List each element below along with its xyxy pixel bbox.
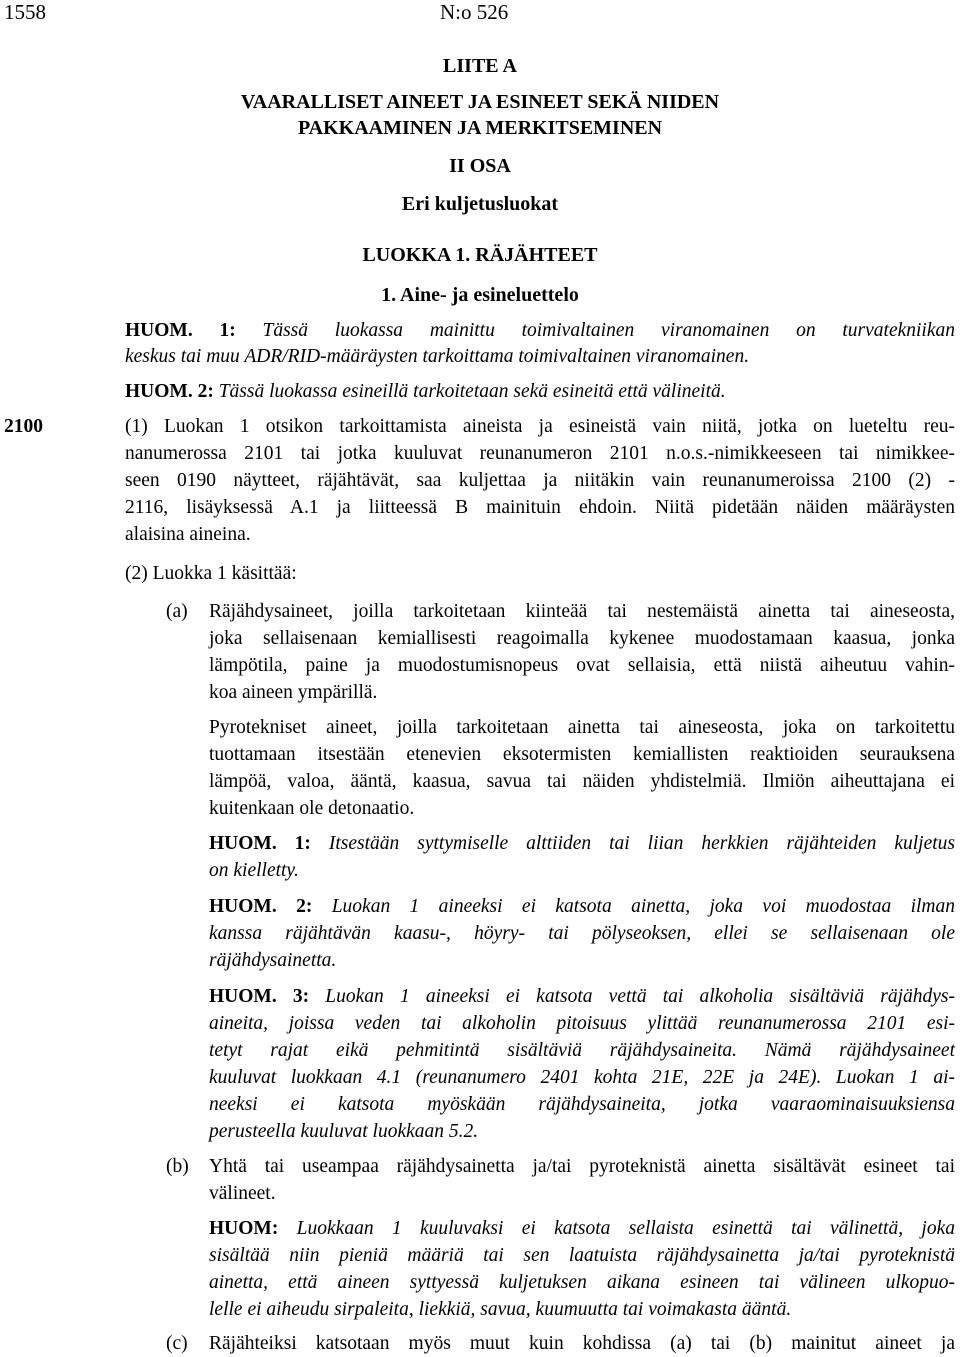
pyro-line4: kuitenkaan ole detonaatio. (209, 798, 415, 819)
item-b-marker: (b) (166, 1156, 189, 1177)
item-a-line3: lämpötila, paine ja muodostumisnopeus ovat sellaisia, että niistä aiheutuu vahin- (209, 655, 955, 676)
huom-b-line3: ainetta, että aineen syttyessä kuljetuksen aikana esineen tai välineen ulkopuo- (209, 1272, 955, 1293)
huom-a3-line2: aineita, joissa veden tai alkoholin pitoisuus ylittää reunanumerossa 2101 esi- (209, 1013, 955, 1034)
huom-a2-line3: räjähdysainetta. (209, 950, 337, 971)
huom-a3-line5: neeksi ei katsota myöskään räjähdysaineita, jotka vaaraominaisuuksiensa (209, 1094, 955, 1115)
huom-b-line4: lelle ei aiheudu sirpaleita, liekkiä, savua, kuumuutta tai voimakasta ääntä. (209, 1299, 792, 1320)
main-title-line1: VAARALLISET AINEET JA ESINEET SEKÄ NIIDEN (240, 91, 720, 113)
huom-a3-line3: tetyt rajat eikä pehmitintä sisältäviä räjähdysaineita. Nämä räjähdysaineet (209, 1040, 955, 1061)
para-1-line3: seen 0190 näytteet, räjähtävät, saa kuljettaa ja niitäkin vain reunanumeroissa 2100 (2) - (125, 470, 955, 491)
huom-b-line1: HUOM: Luokkaan 1 kuuluvaksi ei katsota sellaista esinettä tai välinettä, joka (209, 1218, 956, 1239)
huom-a3-line6: perusteella kuuluvat luokkaan 5.2. (209, 1121, 479, 1142)
class-title: LUOKKA 1. RÄJÄHTEET (362, 244, 598, 266)
part-title: II OSA (449, 155, 511, 177)
huom-a3-line4: kuuluvat luokkaan 4.1 (reunanumero 2401 kohta 21E, 22E ja 24E). Luokan 1 ai- (209, 1067, 955, 1088)
issue-number: N:o 526 (440, 0, 509, 24)
marginal-number: 2100 (4, 416, 43, 437)
item-c-marker: (c) (166, 1333, 188, 1354)
huom-a1-line1: HUOM. 1: Itsestään syttymiselle alttiiden tai liian herkkien räjähteiden kuljetus (209, 833, 955, 854)
item-b-line1: Yhtä tai useampaa räjähdysainetta ja/tai pyroteknistä ainetta sisältävät esineet tai (209, 1156, 955, 1177)
pyro-line1: Pyrotekniset aineet, joilla tarkoitetaan ainetta tai aineseosta, joka on tarkoitettu (209, 717, 955, 738)
note-1-line2: keskus tai muu ADR/RID-määräysten tarkoittama toimivaltainen viranomainen. (125, 346, 750, 367)
item-a-marker: (a) (166, 601, 188, 622)
item-b-line2: välineet. (209, 1183, 276, 1204)
main-title-line2: PAKKAAMINEN JA MERKITSEMINEN (297, 117, 663, 139)
para-1-line4: 2116, lisäyksessä A.1 ja liitteessä B mainituin ehdoin. Niitä pidetään näiden määräysten (125, 497, 955, 518)
para-2: (2) Luokka 1 käsittää: (125, 563, 297, 584)
page-number: 1558 (4, 0, 46, 24)
huom-a3-line1: HUOM. 3: Luokan 1 aineeksi ei katsota vettä tai alkoholia sisältäviä räjähdys- (209, 986, 955, 1007)
note-2: HUOM. 2: Tässä luokassa esineillä tarkoitetaan sekä esineitä että välineitä. (125, 381, 726, 402)
para-1-line2: nanumerossa 2101 tai jotka kuuluvat reunanumeron 2101 n.o.s.-nimikkeeseen tai nimikkee- (125, 443, 955, 464)
pyro-line2: tuottamaan itsestään etenevien eksotermisten kemiallisten reaktioiden seurauksena (209, 744, 955, 765)
pyro-line3: lämpöä, valoa, ääntä, kaasua, savua tai näiden yhdistelmiä. Ilmiön aiheuttajana ei (209, 771, 955, 792)
section-title: 1. Aine- ja esineluettelo (381, 284, 579, 306)
huom-a1-line2: on kielletty. (209, 860, 299, 881)
para-1-line1: (1) Luokan 1 otsikon tarkoittamista aineista ja esineistä vain niitä, jotka on lueteltu reu- (125, 416, 955, 437)
item-c-line1: Räjähteiksi katsotaan myös muut kuin kohdissa (a) tai (b) mainitut aineet ja (209, 1333, 955, 1354)
item-a-line1: Räjähdysaineet, joilla tarkoitetaan kiinteää tai nestemäistä ainetta tai aineseosta, (209, 601, 955, 622)
subtitle: Eri kuljetusluokat (401, 193, 559, 215)
huom-b-line2: sisältää niin pieniä määriä tai sen laatuista räjähdysainetta ja/tai pyroteknistä (209, 1245, 955, 1266)
para-1-line5: alaisina aineina. (125, 524, 251, 545)
huom-a2-line1: HUOM. 2: Luokan 1 aineeksi ei katsota ainetta, joka voi muodostaa ilman (209, 896, 955, 917)
annex-title: LIITE A (443, 55, 517, 77)
item-a-line2: joka sellaisenaan kemiallisesti reagoimalla kykenee muodostamaan kaasua, jonka (209, 628, 955, 649)
item-a-line4: koa aineen ympärillä. (209, 682, 378, 703)
huom-a2-line2: kanssa räjähtävän kaasu-, höyry- tai pölyseoksen, ellei se sellaisenaan ole (209, 923, 955, 944)
note-1-line1: HUOM. 1: Tässä luokassa mainittu toimivaltainen viranomainen on turvatekniikan (125, 320, 955, 341)
